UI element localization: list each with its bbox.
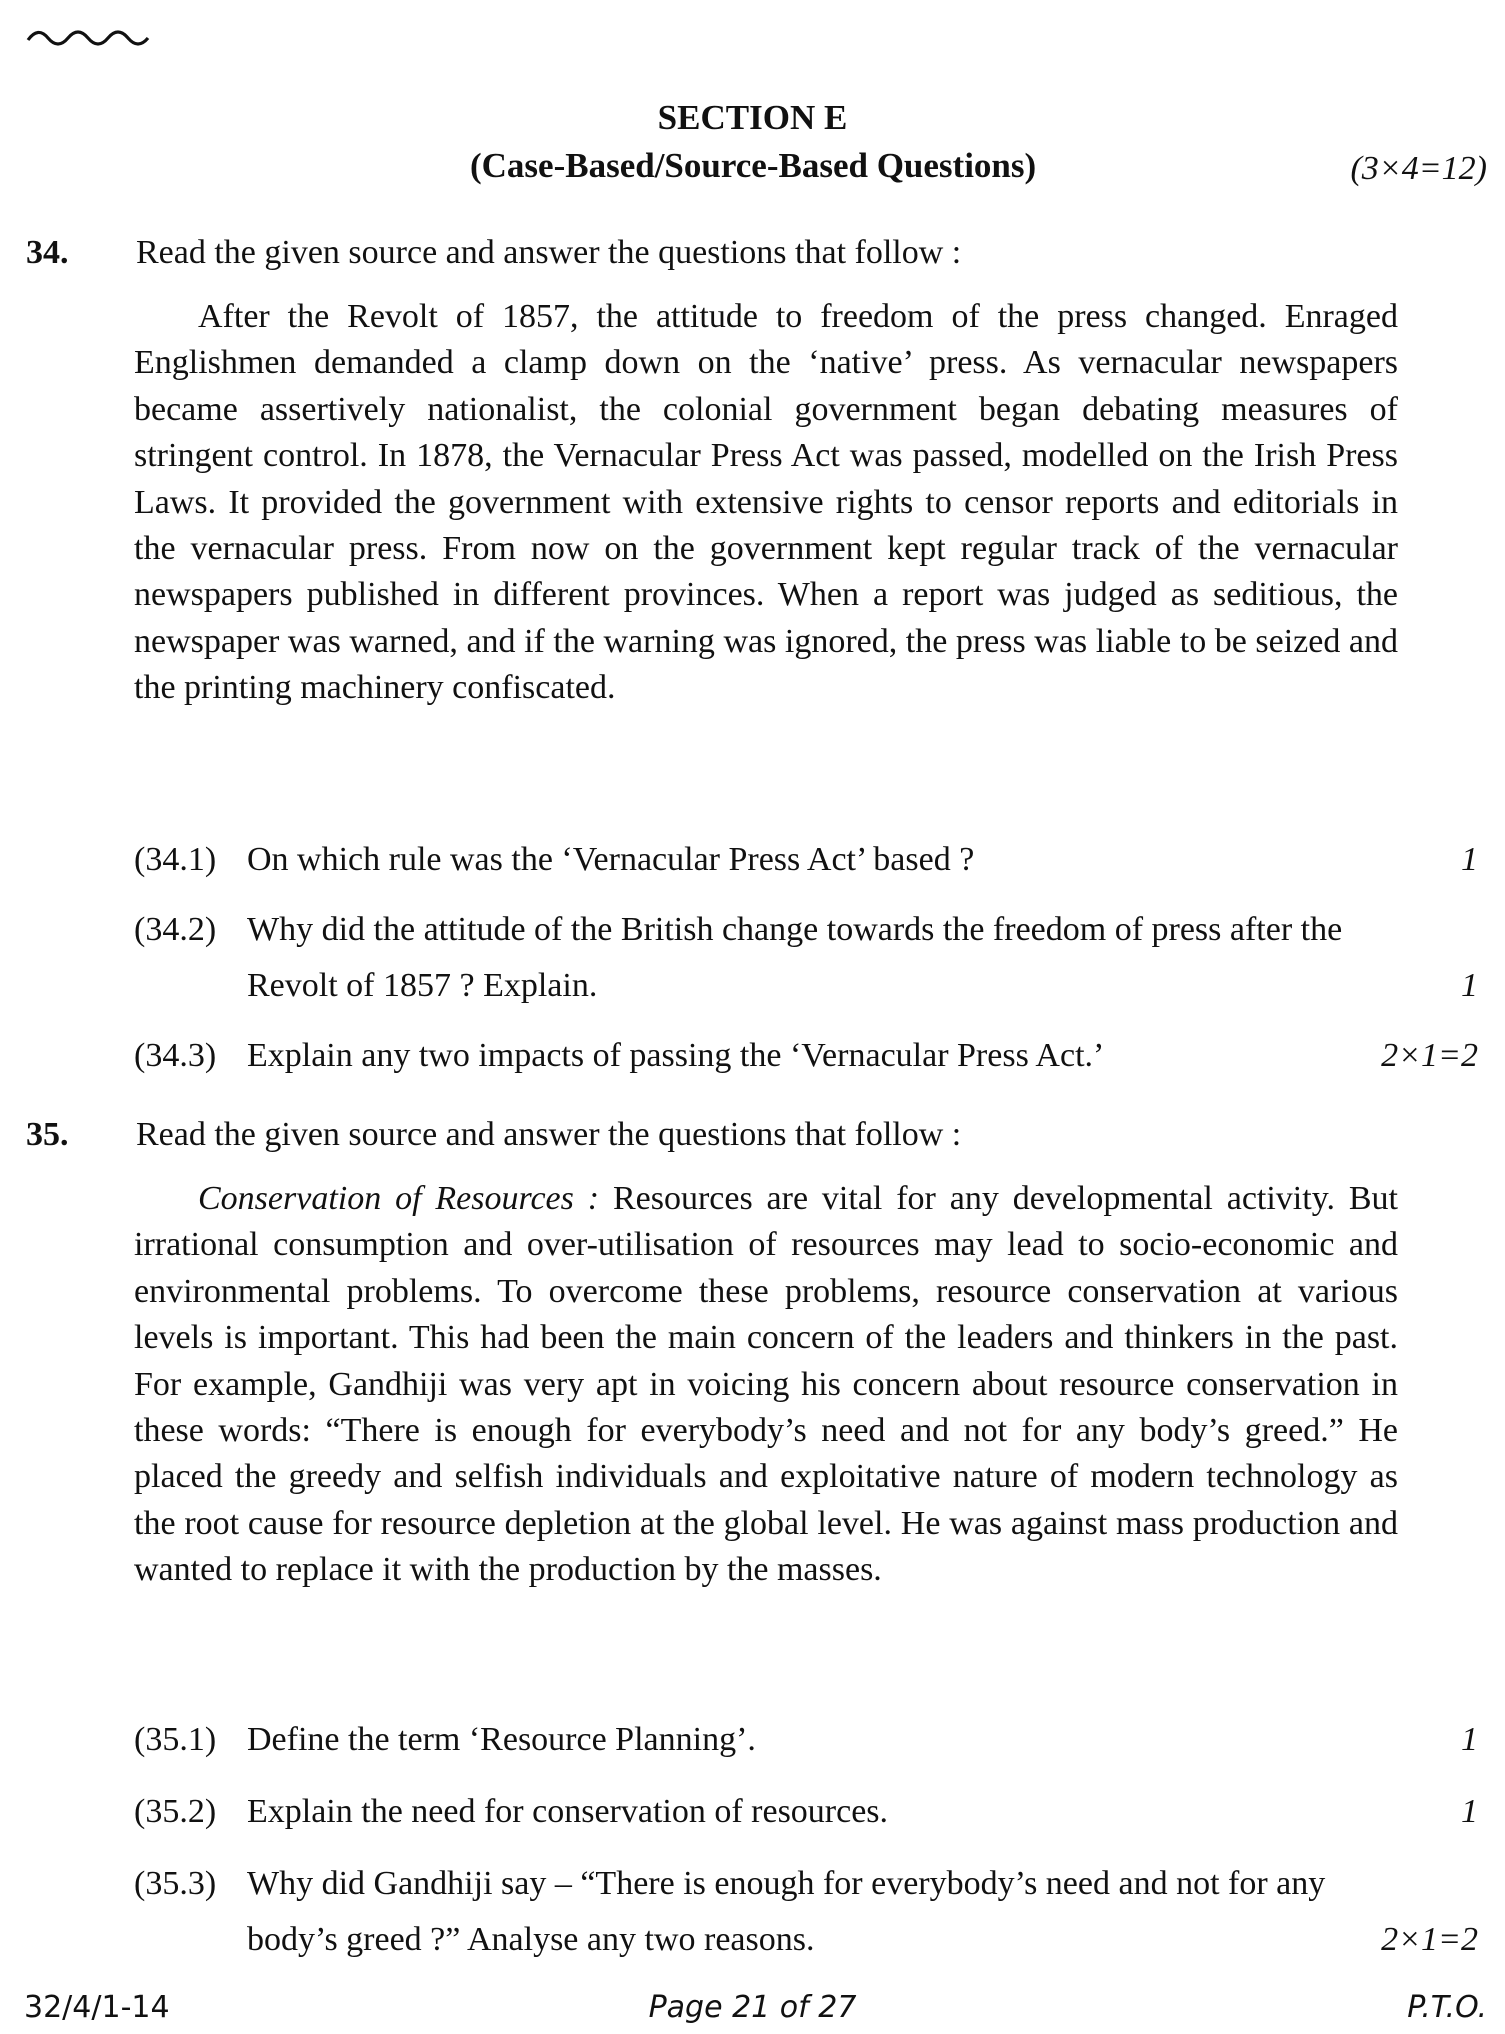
question-intro: Read the given source and answer the questions that follow : bbox=[136, 234, 962, 271]
section-subtitle: (Case-Based/Source-Based Questions) bbox=[470, 146, 1037, 185]
sub-question-text: On which rule was the ‘Vernacular Press Act’ based ? bbox=[247, 841, 975, 878]
sub-question-number: (34.2) bbox=[134, 911, 217, 948]
sub-question-number: (35.2) bbox=[134, 1793, 217, 1830]
question-intro: Read the given source and answer the questions that follow : bbox=[136, 1116, 962, 1153]
sub-question-marks: 2×1=2 bbox=[1381, 1037, 1478, 1074]
sub-question-text: Define the term ‘Resource Planning’. bbox=[247, 1721, 756, 1758]
section-title: SECTION E bbox=[657, 98, 848, 137]
sub-question-marks: 1 bbox=[1461, 967, 1478, 1004]
sub-question-marks: 1 bbox=[1461, 841, 1478, 878]
squiggle-mark bbox=[24, 22, 154, 52]
paper-code: 32/4/1-14 bbox=[24, 1990, 170, 2025]
sub-question-text: Explain the need for conservation of resources. bbox=[247, 1793, 889, 1830]
source-passage bbox=[134, 1176, 1398, 1594]
section-marks: (3×4=12) bbox=[1350, 150, 1487, 187]
sub-question-marks: 1 bbox=[1461, 1721, 1478, 1758]
sub-question-number: (35.3) bbox=[134, 1865, 217, 1902]
sub-question-number: (34.3) bbox=[134, 1037, 217, 1074]
question-number: 34. bbox=[26, 234, 69, 271]
page-number: Page 21 of 27 bbox=[648, 1990, 857, 2025]
sub-question-text: Why did Gandhiji say – “There is enough for everybody’s need and not for any body’s greed ?” Analyse any two reasons. bbox=[247, 1865, 1326, 1958]
source-passage bbox=[134, 294, 1398, 712]
sub-question-marks: 1 bbox=[1461, 1793, 1478, 1830]
sub-question-text: Explain any two impacts of passing the ‘Vernacular Press Act.’ bbox=[247, 1037, 1105, 1074]
passage-lead: Conservation of Resources : bbox=[198, 1180, 600, 1217]
question-number: 35. bbox=[26, 1116, 69, 1153]
sub-question-number: (35.1) bbox=[134, 1721, 217, 1758]
pto-label: P.T.O. bbox=[1407, 1990, 1487, 2025]
sub-question-text: Why did the attitude of the British change towards the freedom of press after the Revolt of 1857 ? Explain. bbox=[247, 911, 1343, 1004]
sub-question-number: (34.1) bbox=[134, 841, 217, 878]
passage-body: After the Revolt of 1857, the attitude to freedom of the press changed. Enraged Englishmen demanded a clamp down on the ‘native’ press. As vernacular newspapers became assertively nationalist, the colonial government began debating measures of stringent control. In 1878, the Vernacular Press Act was passed, modelled on the Irish Press Laws. It provided the government with extensive rights to censor reports and editorials in the vernacular press. From now on the government kept regular track of the vernacular newspapers published in different provinces. When a report was judged as seditious, the newspaper was warned, and if the warning was ignored, the press was liable to be seized and the printing machinery confiscated. bbox=[134, 298, 1398, 707]
passage-body: Resources are vital for any developmental activity. But irrational consumption and over-utilisation of resources may lead to socio-economic and environmental problems. To overcome these problems, resource conservation at various levels is important. This had been the main concern of the leaders and thinkers in the past. For example, Gandhiji was very apt in voicing his concern about resource conservation in these words: “There is enough for everybody’s need and not for any body’s greed.” He placed the greedy and selfish individuals and exploitative nature of modern technology as the root cause for resource depletion at the global level. He was against mass production and wanted to replace it with the production by the masses. bbox=[134, 1180, 1398, 1589]
sub-question-marks: 2×1=2 bbox=[1381, 1921, 1478, 1958]
